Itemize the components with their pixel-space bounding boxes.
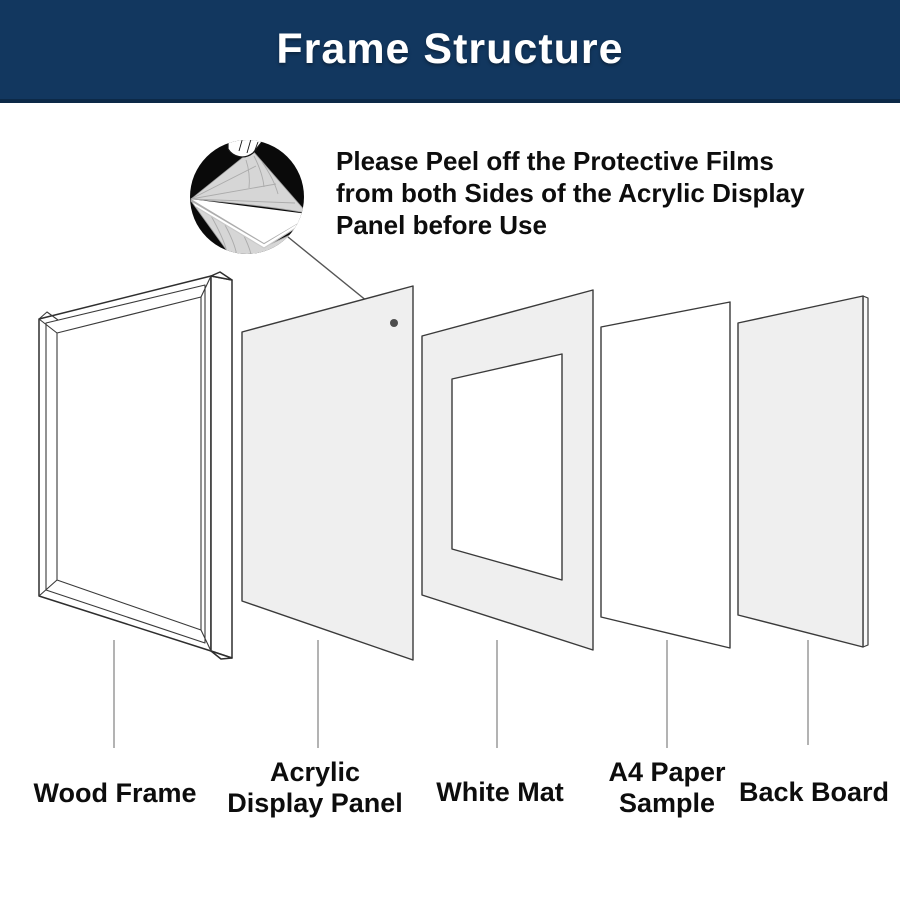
peel-instruction-text <box>336 145 805 241</box>
backboard-side-edge <box>863 296 868 647</box>
paper-sheet <box>601 302 730 648</box>
backboard <box>738 296 863 647</box>
page-title: Frame Structure <box>276 25 624 73</box>
instruction-line: Please Peel off the Protective Films <box>336 146 774 176</box>
frame-side-face <box>211 276 232 658</box>
mat-window <box>452 354 562 580</box>
acrylic-panel <box>242 286 413 660</box>
label-a4-paper-sample: A4 Paper Sample <box>608 757 726 818</box>
a4-paper-layer <box>601 302 730 748</box>
back-board-layer <box>738 296 868 745</box>
callout-target-dot <box>390 319 398 327</box>
instruction-line: Panel before Use <box>336 210 547 240</box>
white-mat-layer <box>422 290 593 748</box>
instruction-line: from both Sides of the Acrylic Display <box>336 178 805 208</box>
label-white-mat: White Mat <box>436 777 564 807</box>
label-back-board: Back Board <box>738 777 890 807</box>
frame-front-face <box>39 276 211 651</box>
wood-frame-layer <box>39 272 232 748</box>
acrylic-panel-layer <box>242 286 413 748</box>
label-acrylic-display-panel: Acrylic Display Panel <box>227 757 403 818</box>
label-wood-frame: Wood Frame <box>33 778 197 808</box>
